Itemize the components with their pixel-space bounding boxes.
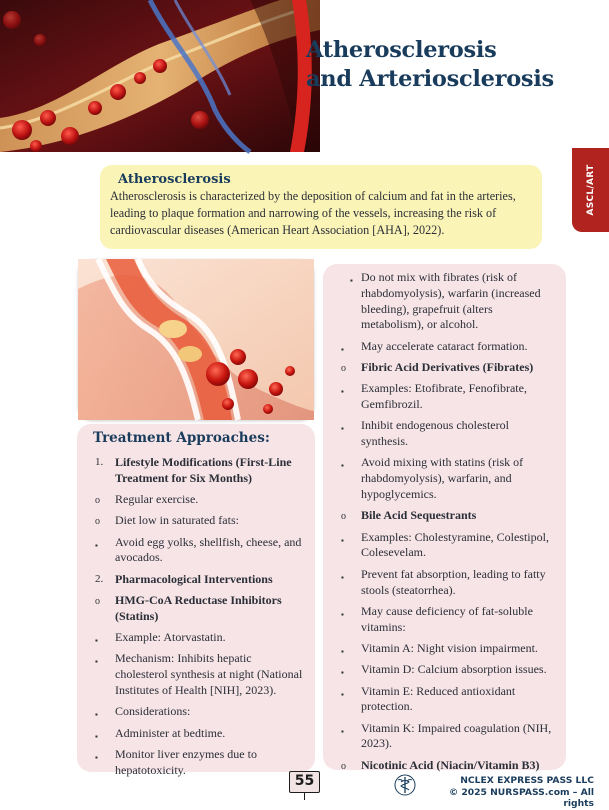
list-item: ▪ May accelerate cataract formation. xyxy=(323,339,566,355)
definition-text: Atherosclerosis is characterized by the deposition of calcium and fat in the arteries, leading to plaque formation and narrowing of the vessels, increasing the risk of cardiovascular diseases (American Heart Association [AHA], 2022). xyxy=(110,189,516,237)
square-bullet-icon: ▪ xyxy=(341,461,344,471)
list-number: 2. xyxy=(95,572,104,585)
list-item: ▪ Considerations: xyxy=(77,704,315,720)
list-item: ▪ Vitamin A: Night vision impairment. xyxy=(323,641,566,657)
list-item: ▪ Mechanism: Inhibits hepatic cholesterol synthesis at night (National Institutes of Health [NIH], 2023). xyxy=(95,651,303,698)
list-item: o HMG-CoA Reductase Inhibitors (Statins) xyxy=(95,593,282,623)
square-bullet-icon: ▪ xyxy=(95,540,98,550)
caduceus-logo-icon xyxy=(394,774,416,796)
square-bullet-icon: ▪ xyxy=(341,387,344,397)
list-item: o Bile Acid Sequestrants xyxy=(323,508,566,524)
list-item: ▪ Example: Atorvastatin. xyxy=(77,630,315,646)
page-number-tick xyxy=(304,793,305,800)
footer-copyright: © 2025 NURSPASS.com – All rights xyxy=(448,786,594,809)
square-bullet-icon: ▪ xyxy=(341,609,344,619)
square-bullet-icon: ▪ xyxy=(341,668,344,678)
chapter-side-tab-label: ASCL/ART xyxy=(585,164,596,216)
list-item: ▪ May cause deficiency of fat-soluble vitamins: xyxy=(341,603,533,634)
chapter-side-tab xyxy=(572,148,609,232)
page-title-line-2: and Arteriosclerosis xyxy=(306,66,554,92)
list-item: o Fibric Acid Derivatives (Fibrates) xyxy=(323,360,566,376)
list-item: 2. Pharmacological Interventions xyxy=(95,571,273,586)
header-banner xyxy=(0,0,609,152)
plaque-artery-illustration-icon xyxy=(78,259,314,420)
list-item: o Regular exercise. xyxy=(77,492,315,508)
page-number: 55 xyxy=(289,771,320,793)
page-title-line-1: Atherosclerosis xyxy=(306,37,497,63)
circle-bullet-icon: o xyxy=(95,516,100,528)
circle-bullet-icon: o xyxy=(95,495,100,507)
square-bullet-icon: ▪ xyxy=(95,710,98,720)
square-bullet-icon: ▪ xyxy=(95,752,98,762)
square-bullet-icon: ▪ xyxy=(341,535,344,545)
definition-box xyxy=(100,165,542,249)
page-title xyxy=(306,36,554,94)
continued-card xyxy=(323,264,566,770)
circle-bullet-icon: o xyxy=(341,362,346,374)
list-item: ▪ Prevent fat absorption, leading to fatty stools (steatorrhea). xyxy=(341,566,546,597)
list-item: ▪ Vitamin E: Reduced antioxidant protection. xyxy=(341,683,516,714)
list-item: o Nicotinic Acid (Niacin/Vitamin B3) xyxy=(323,758,566,774)
square-bullet-icon: ▪ xyxy=(341,572,344,582)
square-bullet-icon: ▪ xyxy=(341,424,344,434)
list-item: ▪ Examples: Etofibrate, Fenofibrate, Gemfibrozil. xyxy=(341,381,527,412)
list-item: ▪ Avoid egg yolks, shellfish, cheese, and avocados. xyxy=(95,534,302,565)
list-item: ▪ Administer at bedtime. xyxy=(77,726,315,742)
footer-brand: NCLEX EXPRESS PASS LLC xyxy=(460,775,594,786)
definition-title: Atherosclerosis xyxy=(118,172,231,187)
plaque-artery-photo xyxy=(78,259,314,420)
list-number: 1. xyxy=(95,456,104,468)
list-item: ▪ Vitamin K: Impaired coagulation (NIH, 2023). xyxy=(341,720,552,751)
list-item: o Diet low in saturated fats: xyxy=(77,513,315,529)
treatment-title: Treatment Approaches: xyxy=(93,430,270,446)
list-item: ▪ Examples: Cholestyramine, Colestipol, Colesevelam. xyxy=(341,529,549,560)
circle-bullet-icon: o xyxy=(341,511,346,523)
list-item: ▪ Avoid mixing with statins (risk of rhabdomyolysis), warfarin, and hypoglycemics. xyxy=(341,455,524,502)
square-bullet-icon: ▪ xyxy=(341,689,344,699)
square-bullet-icon: ▪ xyxy=(341,646,344,656)
list-item: 1. Lifestyle Modifications (First-Line Treatment for Six Months) xyxy=(95,455,292,485)
circle-bullet-icon: o xyxy=(341,760,346,772)
list-item: ▪ Vitamin D: Calcium absorption issues. xyxy=(323,662,566,678)
list-item: ▪ Inhibit endogenous cholesterol synthesis. xyxy=(341,418,509,449)
square-bullet-icon: ▪ xyxy=(95,731,98,741)
list-item: ▪ Do not mix with fibrates (risk of rhabdomyolysis), warfarin (increased bleeding), grapefruit (alters metabolism), or alcohol. xyxy=(350,270,541,332)
treatment-card xyxy=(77,424,315,777)
footer-credits xyxy=(416,775,594,810)
square-bullet-icon: ▪ xyxy=(350,276,353,285)
list-item: ▪ Monitor liver enzymes due to hepatotoxicity. xyxy=(95,746,257,777)
square-bullet-icon: ▪ xyxy=(95,636,98,646)
circle-bullet-icon: o xyxy=(95,596,100,608)
square-bullet-icon: ▪ xyxy=(341,344,344,354)
artery-illustration-icon xyxy=(0,0,320,152)
square-bullet-icon: ▪ xyxy=(341,726,344,736)
square-bullet-icon: ▪ xyxy=(95,657,98,667)
